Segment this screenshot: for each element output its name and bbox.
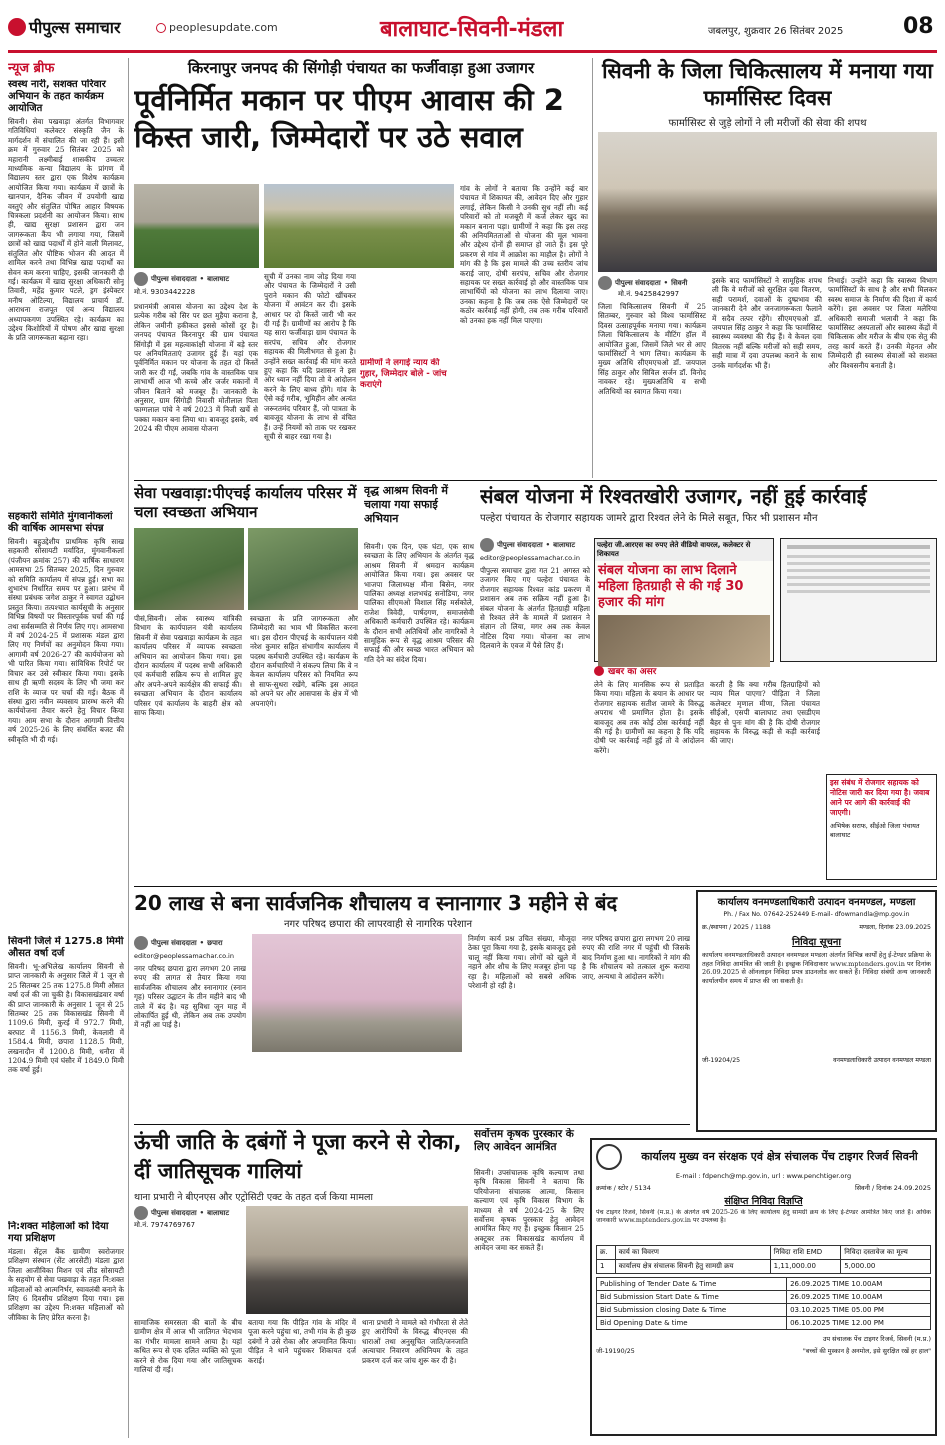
story-caste-abuse: [134, 1128, 468, 1436]
logo: [8, 14, 121, 40]
story-pharmacist-day: [598, 58, 937, 478]
brief-headline-2: सहकारी समिति मुंगवानीकलां की वार्षिक आमसभा संपन्न: [8, 511, 113, 534]
story1-col3: गांव के लोगों ने बताया कि उन्होंने कई बार पंचायत में शिकायत की, आवेदन दिए और गुहार लगाई, लेकिन किसी ने उनकी सुध नहीं ली। कई परिवारों को तो मजबूरी में कर्ज लेकर खुद का मकान बनाना पड़ा। ग्रामीणों ने कहा कि इस तरह की अनियमितताओं से योजना की मूल भावना और उद्देश्य दोनों ही समाप्त हो जाते हैं। इस पूरे प्रकरण से गांव में आक्रोश का माहौल है। लोगों ने मांग की है कि इस मामले की उच्च स्तरीय जांच कराई जाए, दोषी सरपंच, सचिव और रोजगार सहायक पर सख्त कार्रवाई हो और वास्तविक पात्र लाभार्थियों को योजना का लाभ दिलाया जाए। उनका कहना है कि जब तक ऐसे जिम्मेदारों पर कठोर कार्रवाई नहीं होगी, तब तक गरीब परिवारों को उनका हक नहीं मिल पाएगा।: [460, 184, 588, 325]
brief-headline-4: नि:शक्त महिलाओं को दिया गया प्रशिक्षण: [8, 1221, 109, 1244]
story4-text: सिवनी। एक दिन, एक घंटा, एक साथ स्वच्छता के लिए अभियान के अंतर्गत वृद्ध आश्रम सिवनी में श्रमदान कार्यक्रम आयोजित किया गया। इस अवसर पर भाजपा जिलाध्यक्ष मीना बिसेन, नगर पालिका अध्यक्ष शलभचंद्र सनोडिया, नगर पालिका सीएमओ विशाल सिंह मर्सकोले, राजेश त्रिवेदी, पार्षदगण, समाजसेवी अधिकारी कर्मचारी उपस्थित रहे। कार्यक्रम के दौरान सभी अतिथियों और नागरिकों ने सामूहिक रूप से वृद्ध आश्रम परिसर की सफाई की और स्वच्छ भारत अभियान को गति देने का संदेश दिया।: [364, 542, 474, 664]
brief-text-1: सिवनी। सेवा पखवाड़ा अंतर्गत विभागवार गतिविधियां कलेक्टर संस्कृति जैन के मार्गदर्शन में संचालित की जा रही हैं। इसी क्रम में गुरुवार 25 सितंबर 2025 को महारानी लक्ष्मीबाई शासकीय उच्चतर माध्यमिक कन्या विद्यालय के प्रांगण में विद्यालय स्तर द्वारा एक विशेष कार्यक्रम आयोजित किया गया। कार्यक्रम में छात्रों के खानपान, दैनिक जीवन में उपयोगी खाद्य वस्तुएं और संतुलित पोषित आहार विषयक चित्रकला प्रदर्शनी का आयोजन किया। साथ ही, खाद्य सुरक्षा प्रशासन द्वारा जन जागरूकता कैंप भी लगाया गया, जिसमें छात्रों को खाद्य पदार्थों में होने वाली मिलावट, संतुलित और पौष्टिक भोजन की आदत में शामिल करने तथा विभिन्न खाद्य पदार्थों का सेवन कम करना चाहिए, इसकी जानकारी दी गई। कार्यक्रम में खाद्य सुरक्षा अधिकारी सोनू तिवारी, महेंद्र कुमार पटले, ड्रग इंस्पेक्टर मनीष ओटिल्या, विद्यालय प्राचार्य डॉ. आराधना राजपूत एवं अन्य विद्यालय अध्यापकगण उपस्थित रहे। कार्यक्रम का उद्देश्य किशोरियों में पोषण और खाद्य सुरक्षा के प्रति जागरूकता बढ़ाना रहा।: [8, 117, 124, 343]
ad1-code: जी-19204/25: [702, 1057, 741, 1064]
logo-mark-icon: [8, 18, 26, 36]
header-rule: [8, 50, 937, 53]
story-phe-cleanliness: [134, 484, 358, 884]
story2-byline: पीपुल्स संवाददाता • सिवनी: [598, 276, 687, 290]
story5-email: editor@peoplessamachar.co.in: [480, 554, 580, 562]
schedule-value: 06.10.2025 TIME 12.00 PM: [787, 1317, 931, 1330]
ad1-office: कार्यालय वनमण्डलाधिकारी उत्पादन वनमण्डल, मण्डला: [717, 897, 916, 908]
story5-col3: करती है कि क्या गरीब हितग्राहियों को न्याय मिल पाएगा? पीड़िता ने जिला कलेक्टर मृणाल मीणा, जिला पंचायत सीईओ, एसपी बालाघाट तथा एसडीएम बैहर से पुनः मांग की है कि दोषी रोजगार सहायक के विरुद्ध कड़ी से कड़ी कार्रवाई की जाए।: [710, 680, 820, 746]
story5-official-note: [826, 774, 937, 880]
story6-col1: नगर परिषद छपारा द्वारा लगभग 20 लाख रुपए की लागत से तैयार किया गया सार्वजनिक शौचालय और स्नानागार (स्नान गृह) परिसर उद्घाटन के तीन महीने बाद भी ताले में बंद है। यह सुविधा जून माह में लोकार्पित हुई थी, लेकिन अब तक उपयोग में नहीं आ पाई है।: [134, 964, 246, 1030]
reporter-avatar: [598, 276, 612, 290]
story1-kicker: किरनापुर जनपद की सिंगोड़ी पंचायत का फर्जीवाड़ा हुआ उजागर: [187, 59, 535, 77]
note-signature: अभिषेक सराफ, सीईओ जिला पंचायत बालाघाट: [830, 822, 920, 839]
story8-text: सिवनी। उपसंचालक कृषि कल्याण तथा कृषि विकास सिवनी ने बताया कि परियोजना संचालक आत्मा, किसान कल्याण एवं कृषि विकास विभाग के माध्यम से वर्ष 2024-25 के लिए सर्वोत्तम कृषक पुरस्कार हेतु आवेदन आमंत्रित किए गए हैं। इच्छुक किसान 25 अक्टूबर तक विकासखंड कार्यालय में आवेदन जमा कर सकते हैं।: [474, 1168, 584, 1253]
story6-headline: 20 लाख से बना सार्वजनिक शौचालय व स्नानागार 3 महीने से बंद: [134, 891, 618, 915]
table-row: [597, 1291, 931, 1304]
schedule-label: Bid Submission closing Date & Time: [597, 1304, 787, 1317]
story5-deck: पल्हेरा पंचायत के रोजगार सहायक जामरे द्वारा रिश्वत लेने के मिले सबूत, फिर भी प्रशासन मौन: [480, 513, 818, 524]
story5-headline: संबल योजना में रिश्वतखोरी उजागर, नहीं हुई कार्रवाई: [480, 484, 867, 508]
table-row: [597, 1260, 931, 1274]
story7-headline: ऊंची जाति के दबंगों ने पूजा करने से रोका, दीं जातिसूचक गालियां: [134, 1130, 462, 1183]
story7-photo: [246, 1206, 468, 1314]
ad2-ref: क्रमांक / स्टोर / 5134: [596, 1184, 651, 1192]
ad2-code: जी-19190/25: [596, 1348, 635, 1355]
story2-group-photo: [598, 132, 937, 272]
story2-mobile: मो.नं. 9425842997: [618, 290, 680, 298]
row-rule-2: [134, 886, 937, 887]
story8-headline: सर्वोत्तम कृषक पुरस्कार के लिए आवेदन आमंत्रित: [474, 1128, 574, 1153]
story6-byline: पीपुल्स संवाददाता • छपारा: [134, 936, 223, 950]
clip-photo: [598, 615, 770, 667]
ad2-sign: उप संचालक पेंच टाइगर रिजर्व, सिवनी (म.प्र.): [822, 1335, 931, 1343]
logo-text: पीपुल्स समाचार: [29, 18, 121, 37]
news-brief-sidebar: [8, 58, 124, 1438]
story3-col2: स्वच्छता के प्रति जागरूकता और जिम्मेदारी का भाव भी विकसित करना था। इस दौरान पीएचई के कार्यपालन यंत्री नरेश कुमार सहित संभागीय कार्यालय में पदस्थ कर्मचारी उपस्थित रहे। कार्यक्रम के दौरान कर्मचारियों ने संकल्प लिया कि वे न केवल कार्यालय परिसर को नियमित रूप से साफ-सुथरा रखेंगे, बल्कि इस आदत को अपने घर और आसपास के क्षेत्र में भी अपनाएंगे।: [250, 614, 358, 708]
table-row: [597, 1304, 931, 1317]
story7-col3: थाना प्रभारी ने मामले को गंभीरता से लेते हुए आरोपियों के विरुद्ध बीएनएस की धाराओं तथा अनुसूचित जाति/जनजाति अत्याचार निवारण अधिनियम के तहत प्रकरण दर्ज कर जांच शुरू कर दी है।: [362, 1318, 468, 1365]
government-emblem-icon: [596, 1144, 622, 1170]
schedule-label: Bid Opening Date & time: [597, 1317, 787, 1330]
ad1-title: निविदा सूचना: [792, 937, 841, 948]
brief-headline-3: सिवनी जिले में 1275.8 मिमी औसत वर्षा दर्ज: [8, 936, 124, 959]
reporter-avatar: [134, 1206, 148, 1220]
story5-document: [780, 538, 937, 662]
brief-text-2: सिवनी। बहुउद्देशीय प्राथमिक कृषि साख सहकारी सोसायटी मर्यादित, मुंगवानीकलां (पंजीयन क्रमांक 257) की वार्षिक साधारण आमसभा 25 सितम्बर 2025, दिन गुरुवार को समिति कार्यालय में संपन्न हुई। सभा का शुभारंभ निर्धारित समय पर हुआ। प्रारंभ में संस्था प्रबंधक जगेश ठाकुर ने स्वागत उद्बोधन प्रस्तुत किया। तत्पश्चात कार्यसूची के अनुसार विभिन्न विषयों पर विस्तारपूर्वक चर्चा की गई तथा सर्वसम्मति से निर्णय लिए गए। आमसभा में वर्ष 2024-25 में प्रशासक मंडल द्वारा लिए गए निर्णयों का अनुमोदन किया गया। आगामी वर्ष 2026-27 की कार्ययोजना को भी पारित किया गया। सांविधिक रिपोर्ट पर विचार कर उसे स्वीकार किया गया। इसके साथ ही ऋणी सदस्य के लिए भी जमा कर राशि के व्याज पर चर्चा की गई। बैठक में संस्था द्वारा नवीन व्यवसाय प्रारम्भ करने की कार्ययोजना तैयार करने हेतु विचार किया गया। आम सभा के दौरान आगामी वित्तीय वर्ष 2025-26 के लिए संवर्धित बजट की स्वीकृति भी दी गई।: [8, 537, 124, 744]
story2-deck: फार्मासिस्ट से जुड़े लोगों ने ली मरीजों की सेवा की शपथ: [668, 118, 867, 129]
sidebar-divider: [128, 58, 129, 1438]
clip-head: पल्हेरा जी.आरएस का रुपए लेते वीडियो वायरल, कलेक्टर से शिकायत: [595, 539, 773, 561]
story2-divider: [592, 58, 593, 478]
schedule-label: Bid Submission Start Date & Time: [597, 1291, 787, 1304]
issue-date: जबलपुर, शुक्रवार 26 सितंबर 2025: [708, 26, 844, 37]
story1-field-photo: [264, 184, 454, 268]
schedule-label: Publishing of Tender Date & Time: [597, 1278, 787, 1291]
story3-col1: पीसं,सिवनी। लोक स्वास्थ्य यांत्रिकी विभाग के कार्यपालन यंत्री कार्यालय सिवनी में सेवा पखवाड़ा कार्यक्रम के तहत कार्यालय परिसर में व्यापक स्वच्छता अभियान का आयोजन किया गया। इस दौरान कार्यालय में पदस्थ सभी अधिकारी एवं कर्मचारी सक्रिय रूप से शामिल हुए और अपने-अपने कार्यक्षेत्र की सफाई की। स्वच्छता अभियान के दौरान कार्यालय परिसर एवं कार्यालय के बाहरी क्षेत्र को साफ किया।: [134, 614, 242, 718]
page-header: [8, 6, 937, 50]
story-public-toilet: [134, 890, 690, 1122]
story1-byline: पीपुल्स संवाददाता • बालाघाट: [134, 272, 229, 286]
table-cell: कार्यालय क्षेत्र संचालक सिवनी हेतु सामग्री क्रय: [615, 1260, 770, 1274]
story-best-farmer-award: [474, 1128, 584, 1436]
ad2-date: सिवनी / दिनांक 24.09.2025: [854, 1184, 931, 1192]
story7-deck: थाना प्रभारी ने बीएनएस और एट्रोसिटी एक्ट के तहत दर्ज किया मामला: [134, 1192, 373, 1203]
news-brief-tag: न्यूज ब्रीफ: [8, 61, 55, 76]
story5-clipping: [594, 538, 774, 662]
table-header-cell: कार्य का विवरण: [615, 1246, 770, 1260]
story-sambal-bribery: [480, 484, 937, 884]
story5-col1: पीपुल्स समाचार द्वारा गत 21 अगस्त को उजागर किए गए पल्हेरा पंचायत के रोजगार सहायक रिश्वत कांड प्रकरण में प्रशासन अब तक सक्रिय नहीं हुआ है। संबल योजना के अंतर्गत हितग्राही महिला से रिश्वत लेने के मामले में प्रशासन ने संज्ञान तो लिया, मगर अब तक केवल नोटिस दिया गया। योजना का लाभ दिलवाने के एवज में पैसे लिए हैं।: [480, 566, 590, 651]
edition-title: बालाघाट-सिवनी-मंडला: [380, 17, 564, 42]
logo-mark-icon: [594, 666, 604, 676]
table-cell: 5,000.00: [841, 1260, 931, 1274]
story6-col3: नगर परिषद छपारा द्वारा लगभग 20 लाख रुपए की राशि नगर में पहुंची थी जिसके बाद निर्माण हुआ था। नागरिकों ने मांग की है कि शौचालय को तत्काल शुरू कराया जाए, अन्यथा वे आंदोलन करेंगे।: [582, 934, 690, 981]
story2-col2: इसके बाद फार्मासिस्टों ने सामूहिक शपथ ली कि वे मरीजों को सुरक्षित दवा वितरण, सही परामर्श, दवाओं के दुष्प्रभाव की जानकारी देने और जनजागरूकता फैलाने में सदैव तत्पर रहेंगे। सीएमएचओ डॉ. जयपाल सिंह ठाकुर ने कहा कि फार्मासिस्ट स्वास्थ्य व्यवस्था की रीढ़ हैं। वे केवल दवा वितरक नहीं बल्कि मरीजों को सही समय, सही मात्रा में दवा उपलब्ध कराने के साथ उनके मार्गदर्शक भी हैं।: [712, 276, 822, 370]
ad2-contact: E-mail : fdpench@mp.gov.in, url : www.penchtiger.org: [675, 1172, 852, 1180]
table-row: [597, 1278, 931, 1291]
story7-byline: पीपुल्स संवाददाता • बालाघाट: [134, 1206, 229, 1220]
website-text: peoplesupdate.com: [156, 21, 278, 34]
reporter-avatar: [134, 272, 148, 286]
story1-photo: [134, 184, 259, 268]
schedule-value: 03.10.2025 TIME 05.00 PM: [787, 1304, 931, 1317]
story2-col3: निभाई। उन्होंने कहा कि स्वास्थ्य विभाग फार्मासिस्टों के साथ है और सभी मिलकर स्वस्थ समाज के निर्माण की दिशा में कार्य करेंगे। इस अवसर पर जिला मलेरिया अधिकारी समाजी भलावी ने कहा कि फार्मासिस्ट अस्पतालों और स्वास्थ्य केंद्रों में चिकित्सक और मरीज के बीच एक सेतु की तरह कार्य करते हैं। उनकी मेहनत और जिम्मेदारी ही स्वास्थ्य सेवाओं को सशक्त और विश्वसनीय बनाती है।: [828, 276, 937, 370]
story6-deck: नगर परिषद छपारा की लापरवाही से नागरिक परेशान: [284, 919, 472, 930]
story7-col2: बताया गया कि पीड़ित गांव के मंदिर में पूजा करने पहुंचा था, तभी गांव के ही कुछ दबंगों ने उसे रोका और अपमानित किया। पीड़ित ने थाने पहुंचकर शिकायत दर्ज कराई।: [248, 1318, 356, 1365]
story7-col1: सामाजिक समरसता की बातों के बीच ग्रामीण क्षेत्र में आज भी जातिगत भेदभाव का गंभीर मामला सामने आया है। यहां कथित रूप से एक दलित व्यक्ति को पूजा करने से रोक दिया गया और जातिसूचक गालियां दी गईं।: [134, 1318, 242, 1375]
story1-subhead: ग्रामीणों ने लगाई न्याय की गुहार, जिम्मेदार बोले - जांच कराएंगे: [360, 358, 447, 390]
story1-col1: प्रधानमंत्री आवास योजना का उद्देश्य देश के प्रत्येक गरीब को सिर पर छत मुहैया कराना है, लेकिन जमीनी हकीकत इससे कोसों दूर है। जनपद पंचायत किरनापुर की ग्राम पंचायत सिंगोड़ी में इस महत्वाकांक्षी योजना में बड़े स्तर पर अनियमितताएं उजागर हुई हैं। यहां एक पूर्वनिर्मित मकान पर योजना के तहत दो किस्तें जारी कर दी गईं, जबकि गांव के वास्तविक पात्र लाभार्थी आज भी कच्चे और जर्जर मकानों में जीवन बिताने को मजबूर हैं। जानकारी के अनुसार, ग्राम सिंगोड़ी निवासी मोतीलाल पिता फाग्गलाल पांचे ने वर्ष 2023 में निजी खर्चे से पक्का मकान बना लिया था। बावजूद इसके, वर्ष 2024 की पीएम आवास योजना: [134, 302, 258, 434]
row-rule-3: [134, 1124, 690, 1125]
ad1-sign: वनमण्डलाधिकारी उत्पादन वनमण्डल मण्डला: [833, 1057, 931, 1064]
effect-tag: खबर का असर: [594, 664, 656, 677]
reporter-avatar: [480, 538, 494, 552]
ad2-schedule-table: [596, 1277, 931, 1330]
story5-col2: लेने के लिए मानसिक रूप से प्रताड़ित किया गया। महिला के बयान के आधार पर रोजगार सहायक सतीश जामरे के विरुद्ध अपराध भी प्रमाणित होता है। इसके बावजूद अब तक कोई ठोस कार्रवाई नहीं की गई है। ग्रामीणों का कहना है कि यदि दोषी पर कार्रवाई नहीं हुई तो वे आंदोलन करेंगे।: [594, 680, 704, 755]
ad2-tender-table: [596, 1245, 931, 1274]
story1-mobile: मो.नं. 9303442228: [134, 288, 196, 296]
ad1-contact: Ph. / Fax No. 07642-252449 E-mail- dfowmandla@mp.gov.in: [723, 911, 910, 918]
story1-headline: पूर्वनिर्मित मकान पर पीएम आवास की 2 किस्त जारी, जिम्मेदारों पर उठे सवाल: [134, 83, 564, 154]
story5-byline: पीपुल्स संवाददाता • बालाघाट: [480, 538, 575, 552]
story2-headline: सिवनी के जिला चिकित्सालय में मनाया गया फार्मासिस्ट दिवस: [602, 59, 933, 110]
story4-headline: वृद्ध आश्रम सिवनी में चलाया गया सफाई अभियान: [364, 484, 448, 525]
table-cell: 1,11,000.00: [770, 1260, 841, 1274]
ad2-slogan: "बच्चों की मुस्कान है अनमोल, इसे सुरक्षित रखें हर हाल": [802, 1348, 931, 1355]
reporter-avatar: [134, 936, 148, 950]
brief-text-3: सिवनी। भू-अभिलेख कार्यालय सिवनी से प्राप्त जानकारी के अनुसार जिले में 1 जून से 25 सितम्बर 25 तक 1275.8 मिमी औसत वर्षा दर्ज की जा चुकी है। विकासखंडवार वर्षा की प्राप्त जानकारी के अनुसार 1 जून से 25 सितम्बर 25 तक विकासखंड सिवनी में 1109.6 मिमी, कुरई में 972.7 मिमी, बरघाट में 1156.3 मिमी, केवलारी में 1584.4 मिमी, छपारा 1128.5 मिमी, लखनादौन में 1200.8 मिमी, धनौरा में 1204.9 मिमी एवं घंसौर में 1849.0 मिमी तक वर्षा हुई।: [8, 962, 124, 1075]
table-cell: 1: [597, 1260, 616, 1274]
schedule-value: 26.09.2025 TIME 10.00AM: [787, 1278, 931, 1291]
table-header-row: [597, 1246, 931, 1260]
story-pm-awas: [134, 58, 588, 478]
story6-email: editor@peoplessamachar.co.in: [134, 952, 234, 960]
tender-notice-pench: [590, 1138, 937, 1436]
tender-notice-mandla: [696, 890, 937, 1132]
ad2-office: कार्यालय मुख्य वन संरक्षक एवं क्षेत्र संचालक पेंच टाइगर रिजर्व सिवनी: [641, 1150, 918, 1163]
story6-col2: निर्माण कार्य प्रश्न उचित संख्या, मौजूदा ठेका पूरा किया गया है, इसके बावजूद इसे चालू नहीं किया गया। लोगों को खुले में नहाने और शौच के लिए मजबूर होना पड़ रहा है। महिलाओं को सबसे अधिक परेशानी हो रही है।: [468, 934, 576, 991]
ad2-body: पेंच टाइगर रिजर्व, सिवनी (म.प्र.) के अंतर्गत वर्ष 2025-26 के लिए कार्यालय हेतु सामग्री क्रय के लिए ई-टेण्डर आमंत्रित किए जाते हैं। अधिक जानकारी www.mptenders.gov.in पर उपलब्ध है।: [596, 1209, 931, 1225]
story1-col2: सूची में उनका नाम जोड़ दिया गया और पंचायत के जिम्मेदारों ने उसी पुराने मकान की फोटो खींचकर योजना में आवंटन कर दी। इसके आधार पर दो किस्तें जारी भी कर दी गई हैं। ग्रामीणों का आरोप है कि यह सारा फर्जीवाड़ा ग्राम पंचायत के सरपंच, सचिव और रोजगार सहायक की मिलीभगत से हुआ है। उन्होंने सख्त कार्रवाई की मांग करते हुए कहा कि यदि प्रशासन ने इस ओर ध्यान नहीं दिया तो वे आंदोलन करने के लिए बाध्य होंगे। गांव के ऐसे कई गरीब, भूमिहीन और अत्यंत जरूरतमंद परिवार हैं, जो पात्रता के बावजूद योजना के लाभ से वंचित हैं। उन्हें नियमों को ताक पर रखकर सूची से बाहर रखा गया है।: [264, 272, 356, 441]
story6-photo: [252, 934, 462, 1052]
table-header-cell: निविदा दस्तावेज का मूल्य: [841, 1246, 931, 1260]
row-rule-1: [134, 480, 937, 481]
ad1-ref: क्र./स्थापना / 2025 / 1188: [702, 924, 771, 931]
story3-photo-2: [248, 528, 358, 610]
story2-col1: जिला चिकित्सालय सिवनी में 25 सितम्बर, गुरुवार को विश्व फार्मासिस्ट दिवस उत्साहपूर्वक मनाया गया। कार्यक्रम जिला चिकित्सालय के मीटिंग हॉल में आयोजित हुआ, जिसमें जिले भर से आए फार्मासिस्टों ने भाग लिया। कार्यक्रम के मुख्य अतिथि सीएमएचओ डॉ. जयपाल सिंह ठाकुर और सिविल सर्जन डॉ. विनोद नावकर रहे। मुख्यअतिथि व सभी अतिथियों का स्वागत किया गया।: [598, 302, 706, 396]
ad2-title: संक्षिप्त निविदा विज्ञप्ति: [724, 1196, 803, 1207]
clip-title: संबल योजना का लाभ दिलाने महिला हितग्राही से की गई 30 हजार की मांग: [598, 563, 744, 610]
story7-mobile: मो.नं. 7974769767: [134, 1221, 196, 1229]
brief-text-4: मंडला। सेंट्रल बैंक ग्रामीण स्वरोजगार प्रशिक्षण संस्थान (सेंट आरसेटी) मंडला द्वारा जिला आजीविका मिशन एवं लीड सोसायटी के सहयोग से सेवा पखवाड़ा के तहत नि:शक्त महिलाओं को आत्मनिर्भर, स्वावलंबी बनाने के लिए 6 दिवसीय प्रशिक्षण दिया गया। इस प्रशिक्षण का उद्देश्य नि:शक्त महिलाओं को जीविका के लिए प्रेरित करना है।: [8, 1247, 124, 1322]
story-old-age-home: [364, 484, 474, 884]
brief-headline-1: स्वस्थ नारी, सशक्त परिवार अभियान के तहत कार्यक्रम आयोजित: [8, 79, 106, 114]
table-header-cell: क्र.: [597, 1246, 616, 1260]
table-header-cell: निविदा राशि EMD: [770, 1246, 841, 1260]
page-number: 08: [903, 14, 934, 39]
globe-icon: [156, 23, 166, 33]
schedule-value: 26.09.2025 TIME 10.00AM: [787, 1291, 931, 1304]
story3-photo-1: [134, 528, 244, 610]
story3-headline: सेवा पखवाड़ा:पीएचई कार्यालय परिसर में चला स्वच्छता अभियान: [134, 484, 357, 521]
ad1-body: कार्यालय वनमण्डलाधिकारी उत्पादन वनमण्डल मण्डला अंतर्गत विभिन्न कार्यों हेतु ई-टेण्डर प्रक्रिया के तहत निविदा आमंत्रित की जाती है। इच्छुक निविदाकार www.mptenders.gov.in पर दिनांक 26.09.2025 से ऑनलाइन निविदा प्रपत्र डाउनलोड कर सकते हैं। निविदा संबंधी अन्य जानकारी कार्यालयीन समय में प्राप्त की जा सकती है।: [702, 951, 931, 985]
ad1-date: मण्डला, दिनांक 23.09.2025: [859, 924, 931, 931]
table-row: [597, 1317, 931, 1330]
note-text: इस संबंध में रोजगार सहायक को नोटिस जारी कर दिया गया है। जवाब आने पर आगे की कार्रवाई की जाएगी।: [830, 778, 930, 817]
